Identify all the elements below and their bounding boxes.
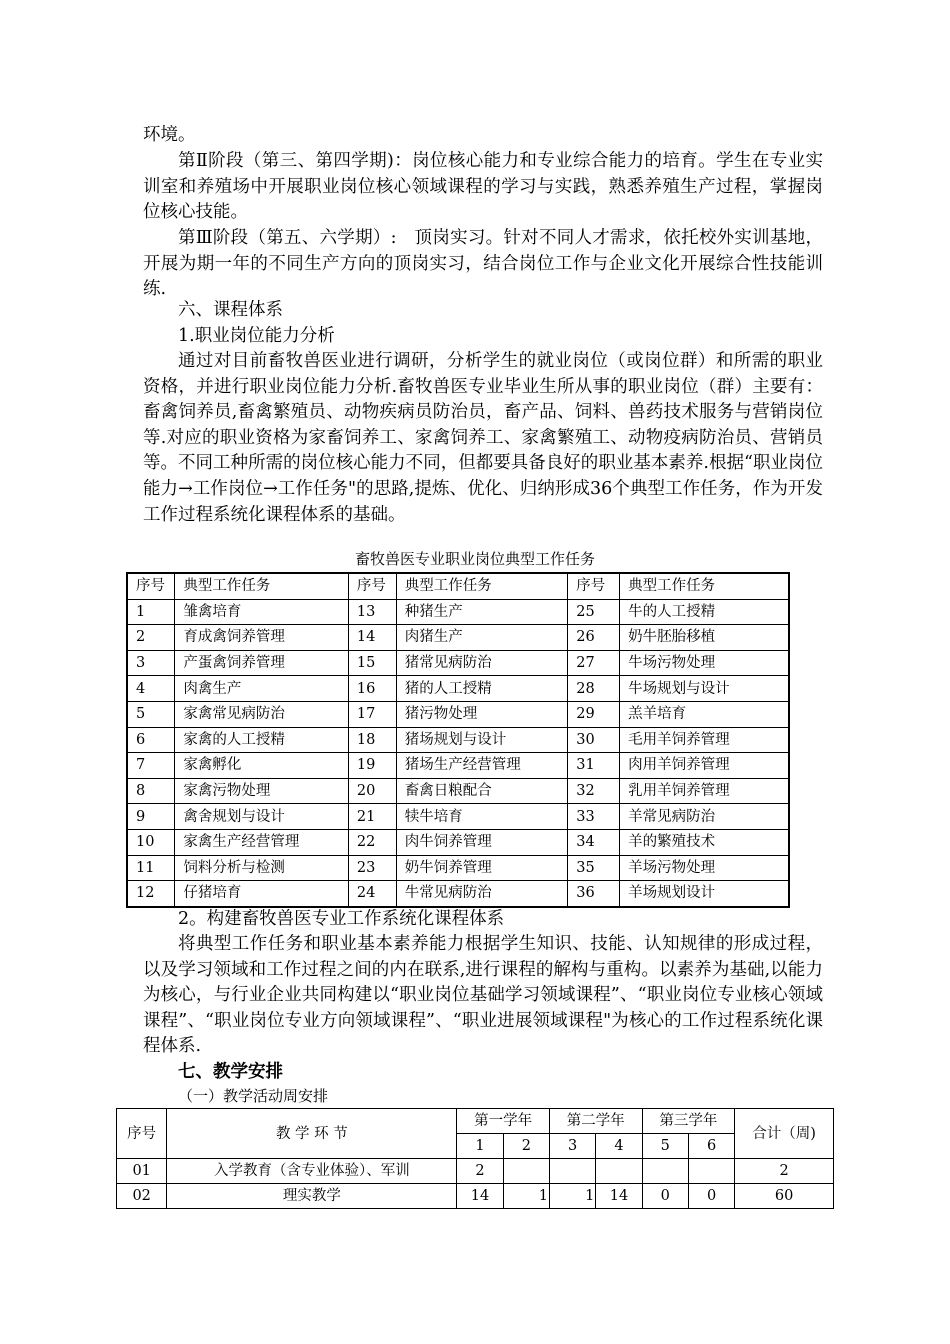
row-num: 01 xyxy=(117,1159,167,1184)
task-name-cell: 家禽的人工授精 xyxy=(175,727,348,753)
task-name-cell: 畜禽日粮配合 xyxy=(396,778,568,804)
task-name-cell: 牛常见病防治 xyxy=(396,881,568,907)
task-number-cell: 12 xyxy=(127,881,175,907)
section6-paragraph1: 通过对目前畜牧兽医业进行调研，分析学生的就业岗位（或岗位群）和所需的职业资格，并进行职业岗位能力分析.畜牧兽医专业毕业生所从事的职业岗位（群）主要有：畜禽饲养员,畜禽繁殖员、动物疾病员防治员，畜产品、饲料、兽药技术服务与营销岗位等.对应的职业资格为家畜饲养工、家禽饲养工、家禽繁殖工、动物疫病防治员、营销员等。不同工种所需的岗位核心能力不同，但都要具备良好的职业基本素养.根据“职业岗位能力→工作岗位→工作任务"的思路,提炼、优化、归纳形成36个典型工作任务，作为开发工作过程系统化课程体系的基础。 xyxy=(143,351,823,525)
tasks-row xyxy=(127,753,789,779)
task-number-cell: 21 xyxy=(348,804,396,830)
header-term: 6 xyxy=(688,1134,734,1159)
task-number-cell: 6 xyxy=(127,727,175,753)
task-name-cell: 猪常见病防治 xyxy=(396,650,568,676)
task-number-cell: 32 xyxy=(568,778,620,804)
task-name-cell: 奶牛饲养管理 xyxy=(396,855,568,881)
header-term: 2 xyxy=(503,1134,549,1159)
task-number-cell: 17 xyxy=(348,701,396,727)
header-year2: 第二学年 xyxy=(549,1109,642,1134)
section6-sub1: 1.职业岗位能力分析 xyxy=(178,326,335,346)
row-term xyxy=(688,1159,734,1184)
header-cell: 典型工作任务 xyxy=(396,573,568,599)
tasks-row xyxy=(127,650,789,676)
tasks-row xyxy=(127,676,789,702)
row-term xyxy=(596,1159,642,1184)
task-name-cell: 饲料分析与检测 xyxy=(175,855,348,881)
task-name-cell: 育成禽饲养管理 xyxy=(175,625,348,651)
header-term: 1 xyxy=(457,1134,503,1159)
task-number-cell: 4 xyxy=(127,676,175,702)
task-name-cell: 家禽孵化 xyxy=(175,753,348,779)
header-cell: 序号 xyxy=(348,573,396,599)
task-number-cell: 16 xyxy=(348,676,396,702)
task-number-cell: 29 xyxy=(568,701,620,727)
task-number-cell: 8 xyxy=(127,778,175,804)
task-number-cell: 5 xyxy=(127,701,175,727)
task-number-cell: 15 xyxy=(348,650,396,676)
tasks-row xyxy=(127,829,789,855)
task-number-cell: 7 xyxy=(127,753,175,779)
task-number-cell: 11 xyxy=(127,855,175,881)
task-name-cell: 毛用羊饲养管理 xyxy=(620,727,789,753)
task-name-cell: 肉用羊饲养管理 xyxy=(620,753,789,779)
task-number-cell: 35 xyxy=(568,855,620,881)
row-term: 1 xyxy=(549,1184,595,1209)
stage2-paragraph: 第Ⅱ阶段（第三、第四学期)：岗位核心能力和专业综合能力的培育。学生在专业实训室和养殖场中开展职业岗位核心领域课程的学习与实践，熟悉养殖生产过程，掌握岗位核心技能。 xyxy=(143,151,823,223)
task-name-cell: 家禽常见病防治 xyxy=(175,701,348,727)
row-num: 02 xyxy=(117,1184,167,1209)
task-name-cell: 肉禽生产 xyxy=(175,676,348,702)
header-term: 4 xyxy=(596,1134,642,1159)
tasks-row xyxy=(127,701,789,727)
task-name-cell: 羊场规划设计 xyxy=(620,881,789,907)
row-term: 0 xyxy=(688,1184,734,1209)
task-number-cell: 27 xyxy=(568,650,620,676)
task-name-cell: 猪场规划与设计 xyxy=(396,727,568,753)
task-name-cell: 牛场规划与设计 xyxy=(620,676,789,702)
task-number-cell: 20 xyxy=(348,778,396,804)
row-activity: 入学教育（含专业体验）、军训 xyxy=(167,1159,457,1184)
task-number-cell: 36 xyxy=(568,881,620,907)
header-cell: 典型工作任务 xyxy=(620,573,789,599)
task-number-cell: 18 xyxy=(348,727,396,753)
task-number-cell: 24 xyxy=(348,881,396,907)
tasks-row xyxy=(127,727,789,753)
row-term xyxy=(642,1159,688,1184)
task-name-cell: 猪污物处理 xyxy=(396,701,568,727)
task-number-cell: 10 xyxy=(127,829,175,855)
task-number-cell: 28 xyxy=(568,676,620,702)
task-name-cell: 乳用羊饲养管理 xyxy=(620,778,789,804)
row-term: 1 xyxy=(503,1184,549,1209)
row-term: 2 xyxy=(457,1159,503,1184)
task-number-cell: 31 xyxy=(568,753,620,779)
task-number-cell: 26 xyxy=(568,625,620,651)
task-name-cell: 产蛋禽饲养管理 xyxy=(175,650,348,676)
task-name-cell: 肉猪生产 xyxy=(396,625,568,651)
task-number-cell: 25 xyxy=(568,599,620,625)
task-number-cell: 23 xyxy=(348,855,396,881)
task-name-cell: 羊的繁殖技术 xyxy=(620,829,789,855)
row-activity: 理实教学 xyxy=(167,1184,457,1209)
task-number-cell: 22 xyxy=(348,829,396,855)
section7-heading: 七、教学安排 xyxy=(178,1062,283,1082)
intro-line: 环境。 xyxy=(143,125,196,145)
section6-paragraph2: 将典型工作任务和职业基本素养能力根据学生知识、技能、认知规律的形成过程，以及学习领域和工作过程之间的内在联系,进行课程的解构与重构。以素养为基础,以能力为核心，与行业企业共同构建以“职业岗位基础学习领域课程”、“职业岗位专业核心领域课程”、“职业岗位专业方向领域课程”、“职业进展领域课程"为核心的工作过程系统化课程体系. xyxy=(143,934,823,1057)
task-number-cell: 34 xyxy=(568,829,620,855)
task-name-cell: 犊牛培育 xyxy=(396,804,568,830)
header-cell: 典型工作任务 xyxy=(175,573,348,599)
task-name-cell: 家禽污物处理 xyxy=(175,778,348,804)
task-number-cell: 3 xyxy=(127,650,175,676)
row-term xyxy=(549,1159,595,1184)
tasks-row xyxy=(127,625,789,651)
header-total: 合计（周) xyxy=(735,1109,834,1159)
task-name-cell: 牛的人工授精 xyxy=(620,599,789,625)
task-name-cell: 奶牛胚胎移植 xyxy=(620,625,789,651)
row-total: 2 xyxy=(735,1159,834,1184)
task-number-cell: 33 xyxy=(568,804,620,830)
task-name-cell: 仔猪培育 xyxy=(175,881,348,907)
header-cell: 序号 xyxy=(127,573,175,599)
tasks-row xyxy=(127,804,789,830)
header-year3: 第三学年 xyxy=(642,1109,735,1134)
row-term: 0 xyxy=(642,1184,688,1209)
task-name-cell: 种猪生产 xyxy=(396,599,568,625)
task-number-cell: 30 xyxy=(568,727,620,753)
task-name-cell: 牛场污物处理 xyxy=(620,650,789,676)
task-number-cell: 2 xyxy=(127,625,175,651)
header-num: 序号 xyxy=(117,1109,167,1159)
task-name-cell: 家禽生产经营管理 xyxy=(175,829,348,855)
task-name-cell: 羔羊培育 xyxy=(620,701,789,727)
task-number-cell: 9 xyxy=(127,804,175,830)
task-name-cell: 猪的人工授精 xyxy=(396,676,568,702)
stage3-paragraph: 第Ⅲ阶段（第五、六学期）: 顶岗实习。针对不同人才需求，依托校外实训基地，开展为期一年的不同生产方向的顶岗实习，结合岗位工作与企业文化开展综合性技能训练. xyxy=(143,228,823,300)
row-total: 60 xyxy=(735,1184,834,1209)
task-name-cell: 禽舍规划与设计 xyxy=(175,804,348,830)
header-cell: 序号 xyxy=(568,573,620,599)
header-term: 3 xyxy=(549,1134,595,1159)
task-name-cell: 羊场污物处理 xyxy=(620,855,789,881)
task-number-cell: 14 xyxy=(348,625,396,651)
task-name-cell: 雏禽培育 xyxy=(175,599,348,625)
tasks-row xyxy=(127,599,789,625)
schedule-row xyxy=(117,1184,834,1209)
tasks-table xyxy=(126,572,790,908)
tasks-header-row xyxy=(127,573,789,599)
section6-heading: 六、课程体系 xyxy=(178,300,283,320)
header-year1: 第一学年 xyxy=(457,1109,550,1134)
task-name-cell: 猪场生产经营管理 xyxy=(396,753,568,779)
task-number-cell: 1 xyxy=(127,599,175,625)
row-term: 14 xyxy=(596,1184,642,1209)
tasks-row xyxy=(127,855,789,881)
task-number-cell: 19 xyxy=(348,753,396,779)
tasks-row xyxy=(127,881,789,907)
task-name-cell: 肉牛饲养管理 xyxy=(396,829,568,855)
header-term: 5 xyxy=(642,1134,688,1159)
row-term: 14 xyxy=(457,1184,503,1209)
schedule-row xyxy=(117,1159,834,1184)
schedule-table xyxy=(116,1108,834,1209)
header-activity: 教 学 环 节 xyxy=(167,1109,457,1159)
tasks-row xyxy=(127,778,789,804)
section6-sub2: 2。构建畜牧兽医专业工作系统化课程体系 xyxy=(178,909,505,929)
task-name-cell: 羊常见病防治 xyxy=(620,804,789,830)
section7-sub1: （一）教学活动周安排 xyxy=(178,1087,329,1105)
task-number-cell: 13 xyxy=(348,599,396,625)
tasks-table-caption: 畜牧兽医专业职业岗位典型工作任务 xyxy=(354,550,595,568)
row-term xyxy=(503,1159,549,1184)
